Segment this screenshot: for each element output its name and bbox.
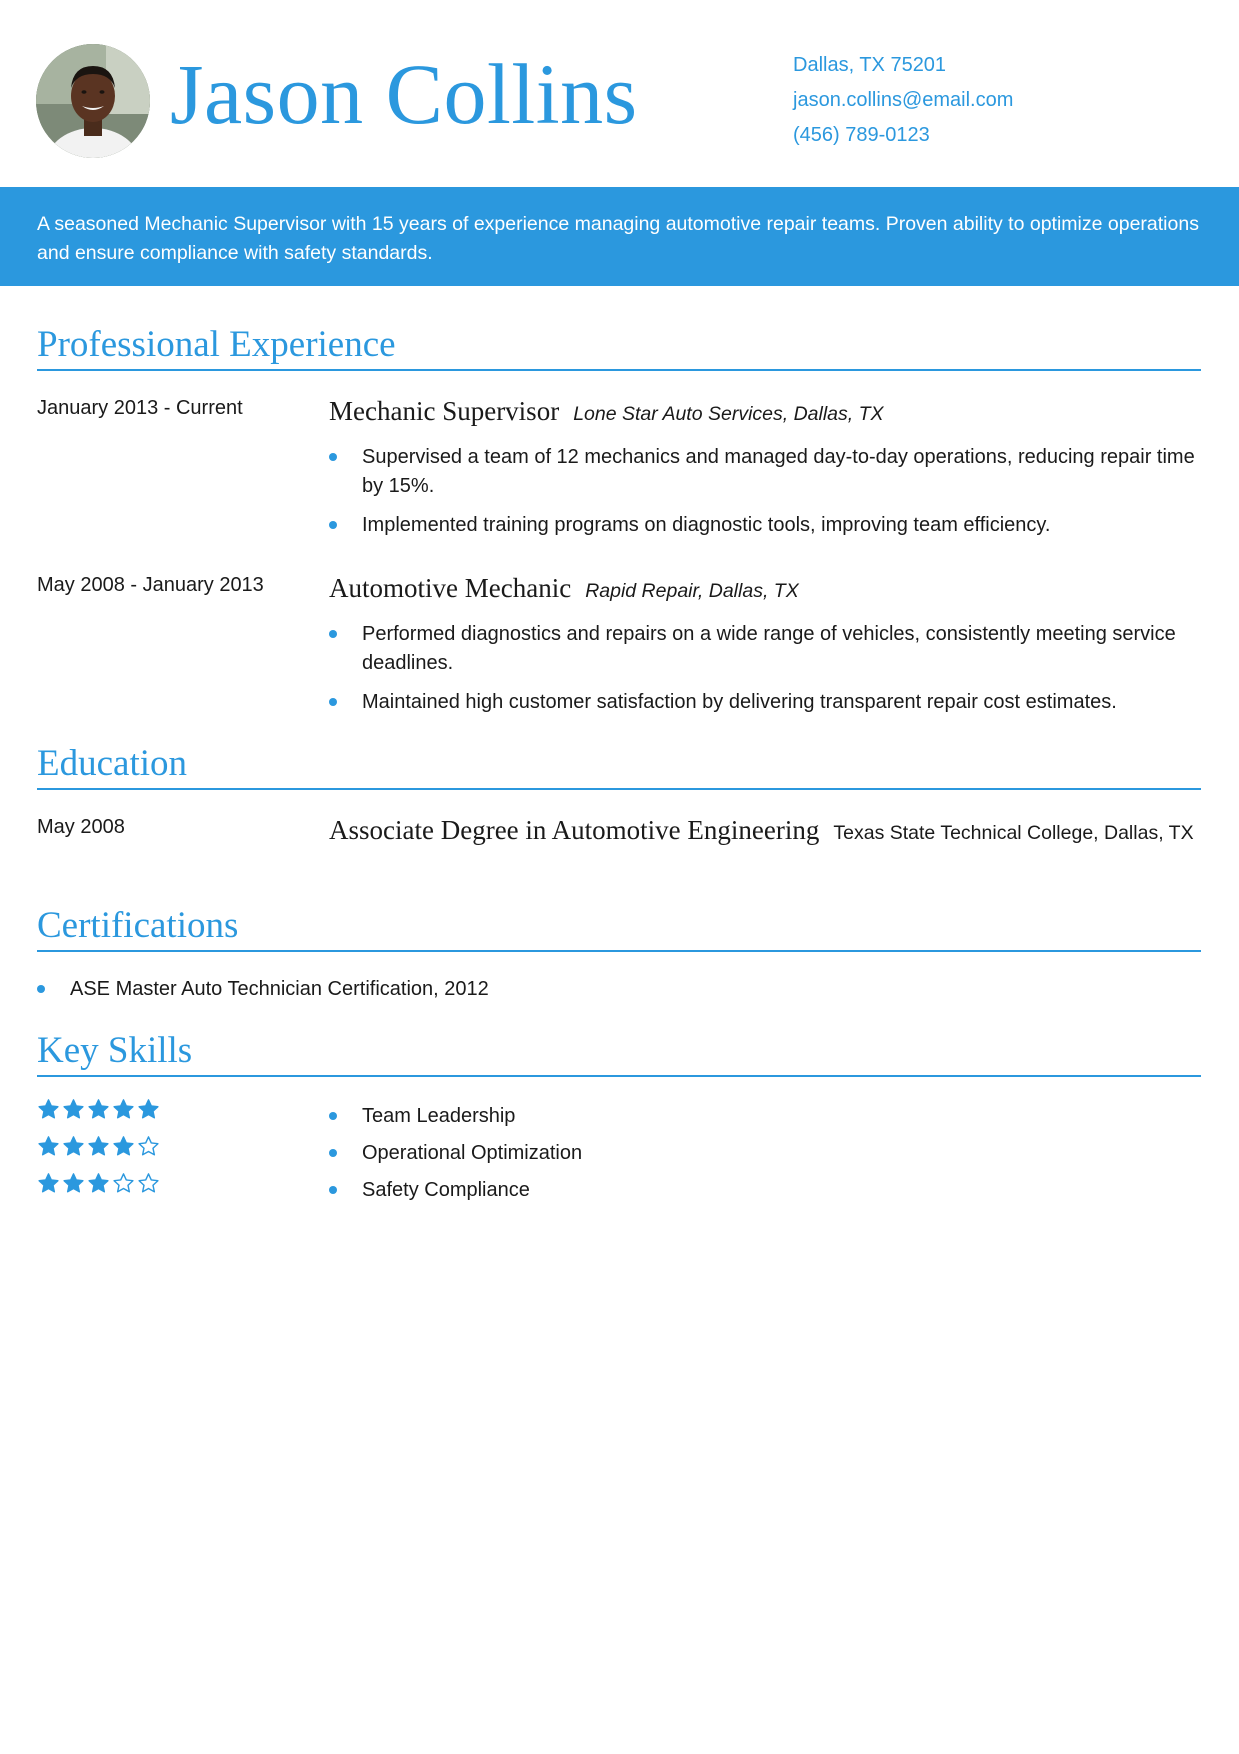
bullet-icon bbox=[329, 1186, 337, 1194]
star-rating bbox=[37, 1135, 160, 1172]
contact-info bbox=[793, 48, 1013, 153]
star-filled-icon bbox=[87, 1172, 110, 1195]
list-item bbox=[37, 974, 1201, 1004]
list-item bbox=[329, 443, 1201, 501]
contact-location: Dallas, TX 75201 bbox=[793, 54, 947, 76]
contact-email[interactable]: jason.collins@email.com bbox=[793, 89, 1014, 111]
bullet-text: Implemented training programs on diagnostic tools, improving team efficiency. bbox=[362, 514, 1051, 536]
list-item bbox=[329, 688, 1201, 717]
bullet-icon bbox=[329, 698, 337, 706]
certifications-list bbox=[37, 974, 1201, 1004]
star-filled-icon bbox=[62, 1172, 85, 1195]
star-filled-icon bbox=[37, 1135, 60, 1158]
bullet-text: Performed diagnostics and repairs on a wide range of vehicles, consistently meeting service deadlines. bbox=[362, 623, 1176, 674]
star-rating bbox=[37, 1098, 160, 1135]
list-item bbox=[329, 511, 1201, 540]
summary-text: A seasoned Mechanic Supervisor with 15 years of experience managing automotive repair teams. Proven ability to optimize operations and ensure compliance with safety standards. bbox=[37, 213, 1199, 264]
experience-dates: May 2008 - January 2013 bbox=[37, 574, 264, 596]
education-section-title: Education bbox=[37, 741, 1201, 790]
certifications-section-title: Certifications bbox=[37, 903, 1201, 952]
bullet-icon bbox=[329, 521, 337, 529]
star-filled-icon bbox=[87, 1098, 110, 1121]
bullet-text: Maintained high customer satisfaction by delivering transparent repair cost estimates. bbox=[362, 691, 1117, 713]
avatar bbox=[36, 44, 150, 158]
bullet-icon bbox=[329, 453, 337, 461]
star-filled-icon bbox=[112, 1135, 135, 1158]
star-filled-icon bbox=[112, 1098, 135, 1121]
education-date: May 2008 bbox=[37, 816, 125, 838]
star-empty-icon bbox=[112, 1172, 135, 1195]
skill-name: Safety Compliance bbox=[362, 1179, 530, 1201]
certification-text: ASE Master Auto Technician Certification, 2012 bbox=[70, 978, 489, 1000]
star-rating bbox=[37, 1172, 160, 1209]
experience-entry bbox=[329, 394, 1201, 550]
bullet-icon bbox=[329, 1112, 337, 1120]
star-filled-icon bbox=[137, 1098, 160, 1121]
experience-heading bbox=[329, 571, 1201, 608]
education-heading bbox=[329, 813, 1201, 850]
summary-band bbox=[0, 187, 1239, 286]
job-title: Mechanic Supervisor bbox=[329, 396, 560, 426]
star-filled-icon bbox=[62, 1135, 85, 1158]
experience-dates: January 2013 - Current bbox=[37, 397, 243, 419]
skill-name: Operational Optimization bbox=[362, 1142, 583, 1164]
star-empty-icon bbox=[137, 1135, 160, 1158]
star-filled-icon bbox=[37, 1098, 60, 1121]
skills-section-title: Key Skills bbox=[37, 1028, 1201, 1077]
institution-name: Texas State Technical College, Dallas, TX bbox=[833, 822, 1194, 844]
list-item bbox=[329, 620, 1201, 678]
candidate-name: Jason Collins bbox=[170, 46, 638, 142]
bullet-text: Supervised a team of 12 mechanics and managed day-to-day operations, reducing repair time by 15%. bbox=[362, 446, 1195, 497]
star-filled-icon bbox=[87, 1135, 110, 1158]
experience-bullets bbox=[329, 443, 1201, 540]
job-title: Automotive Mechanic bbox=[329, 573, 572, 603]
degree-title: Associate Degree in Automotive Engineering bbox=[329, 815, 820, 845]
bullet-icon bbox=[329, 630, 337, 638]
education-entry bbox=[329, 813, 1201, 850]
skills-list bbox=[329, 1098, 582, 1209]
bullet-icon bbox=[329, 1149, 337, 1157]
experience-bullets bbox=[329, 620, 1201, 717]
star-filled-icon bbox=[62, 1098, 85, 1121]
experience-heading bbox=[329, 394, 1201, 431]
bullet-icon bbox=[37, 985, 45, 993]
experience-entry bbox=[329, 571, 1201, 727]
skill-name: Team Leadership bbox=[362, 1105, 516, 1127]
experience-section-title: Professional Experience bbox=[37, 322, 1201, 371]
star-filled-icon bbox=[37, 1172, 60, 1195]
list-item bbox=[329, 1172, 582, 1209]
list-item bbox=[329, 1135, 582, 1172]
resume-header bbox=[0, 0, 1239, 187]
star-empty-icon bbox=[137, 1172, 160, 1195]
avatar-photo-icon bbox=[36, 44, 150, 158]
company-name: Rapid Repair, Dallas, TX bbox=[585, 580, 799, 602]
contact-phone[interactable]: (456) 789-0123 bbox=[793, 124, 930, 146]
skill-ratings bbox=[37, 1098, 160, 1209]
list-item bbox=[329, 1098, 582, 1135]
company-name: Lone Star Auto Services, Dallas, TX bbox=[573, 403, 884, 425]
